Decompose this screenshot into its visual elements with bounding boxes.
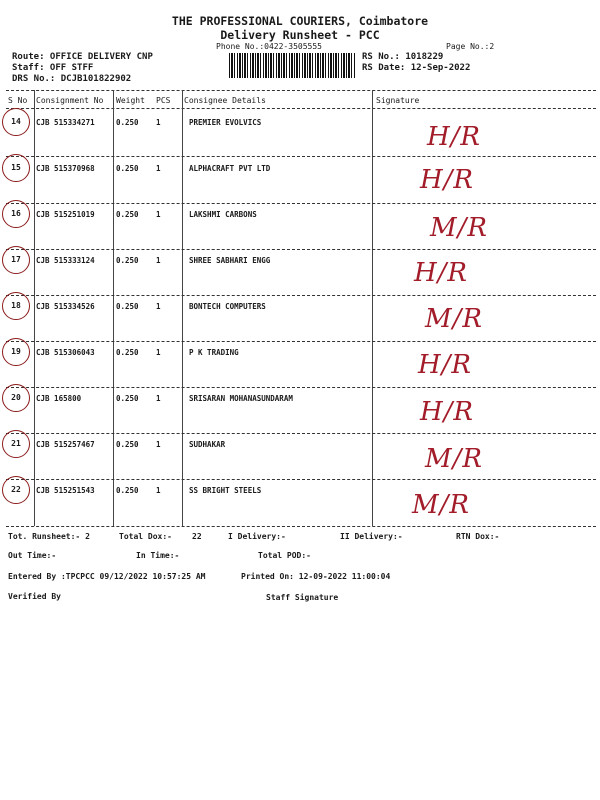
row-consignment: CJB 515257467 [36,440,95,449]
row-sno: 16 [2,200,30,228]
row-divider [6,526,596,527]
row-pcs: 1 [156,486,161,495]
page-number: Page No.:2 [446,42,495,51]
row-weight: 0.250 [116,394,139,403]
row-sno: 21 [2,430,30,458]
document-subtitle: Delivery Runsheet - PCC [220,28,380,42]
row-signature: H/R [420,397,475,427]
rtn-dox: RTN Dox:- [456,532,500,541]
total-pod: Total POD:- [258,551,311,560]
row-consignment: CJB 515306043 [36,348,95,357]
row-weight: 0.250 [116,348,139,357]
table-top-rule [6,90,596,91]
row-consignee: SS BRIGHT STEELS [189,486,262,495]
row-consignment: CJB 165800 [36,394,82,403]
row-consignment: CJB 515334271 [36,118,95,127]
row-weight: 0.250 [116,256,139,265]
drs-number: DRS No.: DCJB101822902 [12,74,132,84]
row-signature: M/R [425,444,483,474]
row-consignment: CJB 515334526 [36,302,95,311]
row-divider [6,341,596,342]
row-pcs: 1 [156,210,161,219]
row-consignment: CJB 515370968 [36,164,95,173]
column-header-consignee: Consignee Details [184,96,266,105]
table-header-rule [6,108,596,109]
row-signature: M/R [412,490,470,520]
phone-number: Phone No.:0422-3505555 [216,42,322,51]
document-title: THE PROFESSIONAL COURIERS, Coimbatore [171,14,429,28]
row-weight: 0.250 [116,486,139,495]
i-delivery: I Delivery:- [228,532,286,541]
row-pcs: 1 [156,302,161,311]
row-weight: 0.250 [116,302,139,311]
row-pcs: 1 [156,118,161,127]
row-weight: 0.250 [116,164,139,173]
verified-by: Verified By [8,592,61,601]
row-pcs: 1 [156,256,161,265]
staff-signature: Staff Signature [266,593,339,602]
total-dox-label: Total Dox:- [119,532,172,541]
row-pcs: 1 [156,164,161,173]
row-consignee: ALPHACRAFT PVT LTD [189,164,271,173]
staff: Staff: OFF STFF [12,63,94,73]
row-divider [6,387,596,388]
in-time: In Time:- [136,551,180,560]
total-runsheet: Tot. Runsheet:- 2 [8,532,90,541]
column-header-weight: Weight [116,96,145,105]
row-divider [6,479,596,480]
row-signature: H/R [420,165,475,195]
rs-date: RS Date: 12-Sep-2022 [362,63,471,73]
ii-delivery: II Delivery:- [340,532,403,541]
row-divider [6,156,596,157]
out-time: Out Time:- [8,551,57,560]
row-pcs: 1 [156,394,161,403]
row-consignee: SHREE SABHARI ENGG [189,256,271,265]
row-divider [6,249,596,250]
row-consignee: P K TRADING [189,348,239,357]
printed-on: Printed On: 12-09-2022 11:00:04 [241,572,391,581]
row-weight: 0.250 [116,118,139,127]
column-header-consignment: Consignment No [36,96,104,105]
row-divider [6,203,596,204]
row-divider [6,295,596,296]
barcode-image [229,53,355,78]
row-consignment: CJB 515251543 [36,486,95,495]
column-header-sno: S No [8,96,28,105]
row-consignee: SRISARAN MOHANASUNDARAM [189,394,293,403]
row-sno: 15 [2,154,30,182]
row-signature: H/R [414,258,469,288]
row-signature: M/R [425,304,483,334]
route: Route: OFFICE DELIVERY CNP [12,52,153,62]
entered-by: Entered By :TPCPCC 09/12/2022 10:57:25 AM [8,572,206,581]
row-sno: 20 [2,384,30,412]
row-weight: 0.250 [116,210,139,219]
row-pcs: 1 [156,440,161,449]
row-consignment: CJB 515333124 [36,256,95,265]
row-consignee: SUDHAKAR [189,440,226,449]
total-dox-value: 22 [192,532,202,541]
row-divider [6,433,596,434]
row-signature: H/R [418,350,473,380]
rs-number: RS No.: 1018229 [362,52,444,62]
row-signature: H/R [427,122,482,152]
row-consignee: BONTECH COMPUTERS [189,302,266,311]
row-sno: 19 [2,338,30,366]
row-consignment: CJB 515251019 [36,210,95,219]
column-header-signature: Signature [376,96,420,105]
row-sno: 14 [2,108,30,136]
row-sno: 17 [2,246,30,274]
row-consignee: LAKSHMI CARBONS [189,210,257,219]
row-consignee: PREMIER EVOLVICS [189,118,262,127]
row-pcs: 1 [156,348,161,357]
row-sno: 22 [2,476,30,504]
row-signature: M/R [430,213,488,243]
column-header-pcs: PCS [156,96,171,105]
row-weight: 0.250 [116,440,139,449]
row-sno: 18 [2,292,30,320]
